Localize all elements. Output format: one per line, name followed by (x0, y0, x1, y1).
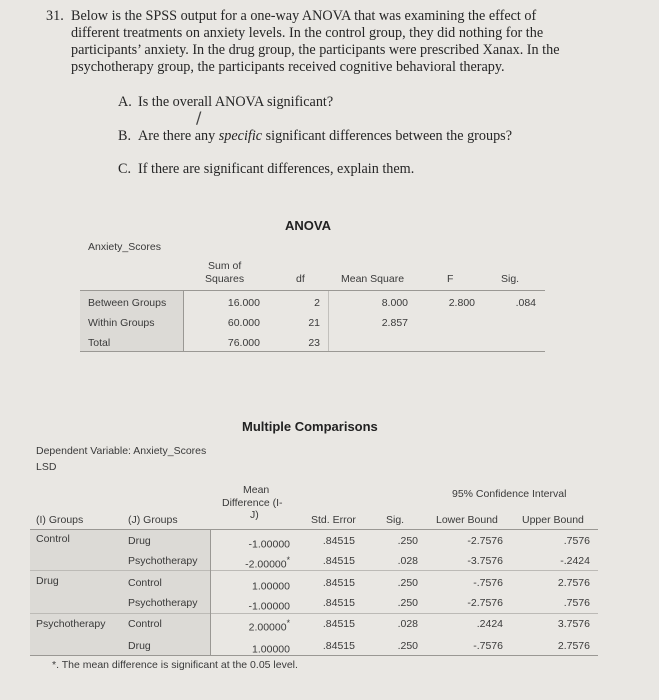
row-ub: 2.7576 (557, 640, 590, 652)
header-std-error: Std. Error (311, 514, 356, 526)
part-c-text: If there are significant differences, explain them. (138, 161, 415, 177)
question-line-3: participants’ anxiety. In the drug group, the participants were prescribed Xanax. In the (71, 42, 560, 58)
row-ub: 3.7576 (557, 618, 590, 630)
row-sig: .028 (397, 618, 418, 630)
header-i-groups: (I) Groups (36, 514, 84, 526)
row-sig: .250 (397, 597, 418, 609)
row-f: 2.800 (448, 297, 475, 309)
mc-row-label-bg (30, 530, 210, 655)
row-sig: .250 (397, 577, 418, 589)
mc-group-rule-2 (30, 613, 598, 614)
mc-group-rule-1 (30, 570, 598, 571)
row-md: -1.00000 (248, 538, 290, 551)
row-lb: -2.7576 (467, 597, 503, 609)
header-j-groups: (J) Groups (128, 514, 178, 526)
part-b-label: B. (118, 128, 132, 144)
pen-mark: / (196, 108, 202, 127)
header-md-line2: Difference (I- (222, 497, 283, 509)
row-i: Psychotherapy (36, 618, 106, 630)
row-df: 2 (314, 297, 320, 309)
row-ss: 16.000 (227, 297, 260, 309)
row-lb: -3.7576 (467, 555, 503, 567)
row-lb: -.7576 (473, 640, 503, 652)
row-lb: .2424 (476, 618, 503, 630)
row-ms: 2.857 (381, 317, 408, 329)
row-i: Control (36, 533, 70, 545)
row-j: Drug (128, 535, 151, 547)
mc-label-divider (210, 530, 211, 655)
mc-method: LSD (36, 461, 57, 473)
row-se: .84515 (322, 577, 355, 589)
mc-header-rule (30, 529, 598, 530)
row-se: .84515 (322, 640, 355, 652)
row-label: Between Groups (88, 297, 167, 309)
row-j: Control (128, 618, 162, 630)
mc-title: Multiple Comparisons (242, 419, 378, 434)
row-ub: .7576 (563, 535, 590, 547)
header-f: F (447, 273, 454, 285)
part-c-label: C. (118, 161, 132, 177)
row-i: Drug (36, 575, 59, 587)
row-se: .84515 (322, 597, 355, 609)
row-j: Psychotherapy (128, 555, 198, 567)
anova-header-rule (80, 290, 545, 291)
question-line-2: different treatments on anxiety levels. In the control group, they did nothing for the (71, 25, 544, 41)
row-ms: 8.000 (381, 297, 408, 309)
anova-label-divider (183, 291, 184, 351)
row-j: Psychotherapy (128, 597, 198, 609)
header-md-line3: J) (250, 509, 259, 521)
row-md: 2.00000* (248, 618, 290, 634)
anova-bottom-rule (80, 351, 545, 352)
row-ss: 76.000 (227, 337, 260, 349)
row-label: Total (88, 337, 111, 349)
row-j: Drug (128, 640, 151, 652)
question-number: 31. (46, 8, 64, 24)
part-a-label: A. (118, 94, 132, 110)
row-md: -2.00000* (245, 555, 290, 571)
row-lb: -.7576 (473, 577, 503, 589)
row-df: 21 (308, 317, 320, 329)
row-label: Within Groups (88, 317, 155, 329)
row-md: -1.00000 (248, 600, 290, 613)
mc-bottom-rule (30, 655, 598, 656)
row-df: 23 (308, 337, 320, 349)
header-upper-bound: Upper Bound (522, 514, 584, 526)
header-md-line1: Mean (243, 484, 270, 496)
question-line-4: psychotherapy group, the participants received cognitive behavioral therapy. (71, 59, 505, 75)
header-sig: Sig. (501, 273, 520, 285)
header-sig: Sig. (386, 514, 405, 526)
row-lb: -2.7576 (467, 535, 503, 547)
question-line-1: Below is the SPSS output for a one-way ANOVA that was examining the effect of (71, 8, 537, 24)
row-se: .84515 (322, 555, 355, 567)
row-ss: 60.000 (227, 317, 260, 329)
header-lower-bound: Lower Bound (436, 514, 498, 526)
row-j: Control (128, 577, 162, 589)
row-se: .84515 (322, 535, 355, 547)
mc-dependent-variable: Dependent Variable: Anxiety_Scores (36, 445, 207, 457)
anova-variable: Anxiety_Scores (88, 241, 161, 253)
header-df: df (296, 273, 305, 285)
row-ub: 2.7576 (557, 577, 590, 589)
row-ub: -.2424 (560, 555, 590, 567)
anova-df-divider (328, 291, 329, 351)
header-mean-square: Mean Square (341, 273, 405, 285)
row-sig: .028 (397, 555, 418, 567)
header-ci: 95% Confidence Interval (452, 488, 567, 500)
row-sig: .084 (515, 297, 536, 309)
mc-footnote: *. The mean difference is significant at the 0.05 level. (52, 659, 298, 671)
row-ub: .7576 (563, 597, 590, 609)
row-se: .84515 (322, 618, 355, 630)
row-md: 1.00000 (252, 580, 290, 593)
part-a-text: Is the overall ANOVA significant? (138, 94, 334, 110)
row-sig: .250 (397, 535, 418, 547)
anova-title: ANOVA (285, 218, 331, 233)
row-md: 1.00000 (252, 643, 290, 656)
header-ss-line2: Squares (205, 273, 245, 285)
part-b-text: Are there any specific significant differences between the groups? (138, 128, 512, 144)
row-sig: .250 (397, 640, 418, 652)
header-ss-line1: Sum of (208, 260, 242, 272)
